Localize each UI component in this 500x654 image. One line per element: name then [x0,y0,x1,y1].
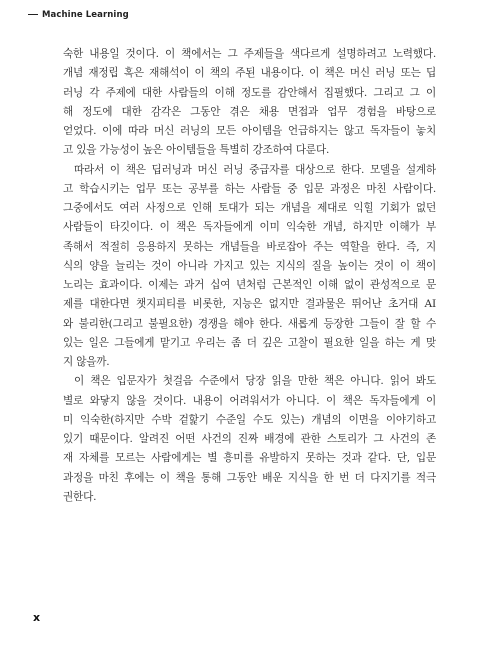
paragraph-2 [63,161,436,373]
text-line: 따라서 이 책은 딥러닝과 머신 러닝 중급자를 대상으로 한다. 모델을 설계하 [74,163,436,176]
text-line: 개념 재정립 혹은 재해석이 이 책의 주된 내용이다. 이 책은 머신 러닝 또는 딥 [63,67,436,80]
header-title: Machine Learning [42,10,129,20]
text-line: 얻었다. 이에 따라 머신 러닝의 모든 아이템을 언급하지는 않고 독자들이 놓치 [63,125,436,137]
body-text [63,45,436,507]
text-line: 미 익숙한(하지만 수박 겉핥기 수준일 수도 있는) 개념의 이면을 이야기하고 [63,413,436,426]
text-line: 식의 양을 늘리는 것이 아니라 가지고 있는 지식의 질을 높이는 것이 이 책이 [63,259,436,272]
text-line: 이 책은 입문자가 첫걸음 수준에서 당장 읽을 만한 책은 아니다. 읽어 봐도 [74,375,436,388]
text-line: 그중에서도 여러 사정으로 인해 토대가 되는 개념을 제대로 익힐 기회가 없던 [63,202,436,214]
text-line: 고 학습시키는 업무 또는 공부를 하는 사람들 중 입문 과정은 마친 사람이다. [63,182,436,195]
text-line: 사람들이 타깃이다. 이 책은 독자들에게 이미 익숙한 개념, 하지만 이해가 부 [63,221,436,234]
text-line: 제를 대한다면 챗지피티를 비롯한, 지능은 없지만 결과물은 뛰어난 초거대 AI [63,298,436,311]
paragraph-3 [63,372,436,507]
text-line: 해 정도에 대한 감각은 그동안 겪은 채용 면접과 업무 경험을 바탕으로 [63,105,436,118]
text-line: 와 불리한(그리고 불필요한) 경쟁을 해야 한다. 새롭게 등장한 그들이 잘 할 수 [63,317,436,330]
page-number: x [33,611,41,624]
text-line: 족해서 적절히 응용하지 못하는 개념들을 바로잡아 주는 역할을 한다. 즉, 지 [63,240,436,253]
text-line: 러닝 각 주제에 대한 사람들의 이해 정도를 감안해서 집필했다. 그리고 그 이 [63,86,436,99]
text-line: 있기 때문이다. 알려진 어떤 사건의 진짜 배경에 관한 스토리가 그 사건의 존 [63,433,436,445]
text-line: 재 자체를 모르는 사람에게는 별 흥미를 유발하지 못하는 것과 같다. 단, 입문 [63,452,436,465]
running-header [28,10,129,20]
paragraph-1 [63,45,436,161]
text-line: 고 있을 가능성이 높은 아이템들을 특별히 강조하여 다룬다. [63,144,330,157]
header-rule [28,14,38,15]
text-line: 있는 일은 그들에게 맡기고 우리는 좀 더 깊은 고찰이 필요한 일을 하는 게 맞 [63,336,436,349]
text-line: 권한다. [63,490,97,503]
text-line: 과정을 마친 후에는 이 책을 통해 그동안 배운 지식을 한 번 더 다지기를 적극 [63,471,436,484]
text-line: 별로 와닿지 않을 것이다. 내용이 어려워서가 아니다. 이 책은 독자들에게 이 [63,394,436,407]
text-line: 지 않을까. [63,356,110,368]
text-line: 노리는 효과이다. 이제는 과거 십여 년처럼 근본적인 이해 없이 관성적으로 문 [63,279,436,291]
text-line: 숙한 내용일 것이다. 이 책에서는 그 주제들을 색다르게 설명하려고 노력했다. [63,48,436,60]
